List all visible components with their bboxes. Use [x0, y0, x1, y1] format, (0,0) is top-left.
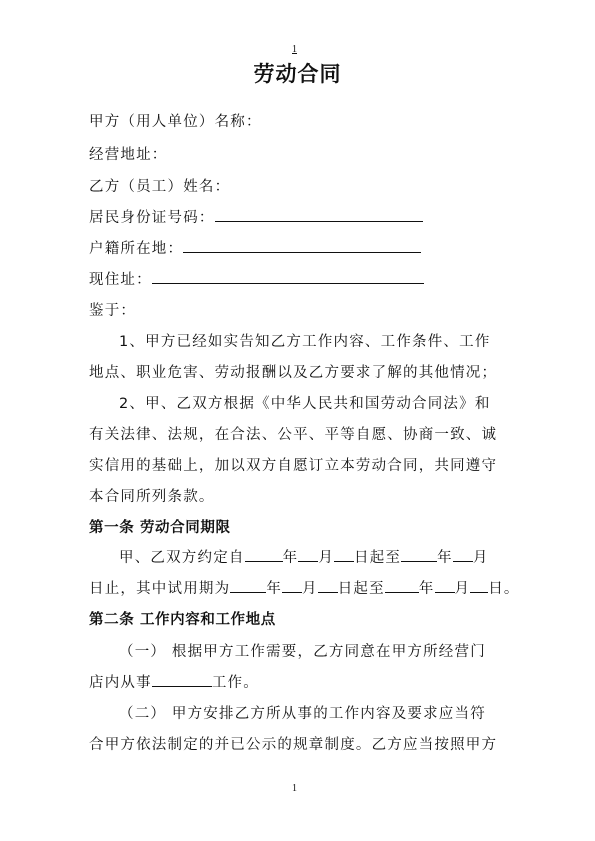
article-1-text-k: 年	[418, 581, 435, 597]
end-month-blank[interactable]	[453, 546, 473, 562]
article-1-text-g: 日止，其中试用期为	[89, 581, 231, 597]
article-1-text-e: 年	[437, 550, 453, 566]
article-2-para-1-line-2	[89, 671, 259, 692]
probation-start-day-blank[interactable]	[318, 577, 338, 593]
article-1-text-f: 月	[472, 550, 489, 566]
clause-2-line-2: 有关法律、法规，在合法、公平、平等自愿、协商一致、诚	[89, 427, 498, 443]
clause-1-line-2: 地点、职业危害、劳动报酬以及乙方要求了解的其他情况；	[89, 365, 498, 381]
article-1-heading: 第一条 劳动合同期限	[89, 520, 231, 536]
residence-field	[89, 268, 424, 289]
probation-start-year-blank[interactable]	[230, 577, 266, 593]
article-1-line-1	[119, 546, 489, 567]
article-1-text-b: 年	[282, 550, 299, 566]
article-2-text-a: 店内从事	[89, 675, 152, 691]
article-1-text-a: 甲、乙双方约定自	[119, 550, 245, 566]
clause-2-line-1: 2、甲、乙双方根据《中华人民共和国劳动合同法》和	[119, 396, 491, 412]
address-field	[89, 143, 168, 164]
article-1-text-l: 月	[454, 581, 471, 597]
article-1-text-j: 日起至	[337, 581, 385, 597]
household-blank[interactable]	[183, 237, 421, 253]
household-field	[89, 237, 421, 258]
party-a-label: 甲方（用人单位）名称：	[89, 114, 262, 130]
party-b-field	[89, 175, 230, 196]
article-1-text-m: 日。	[488, 581, 520, 597]
article-2-para-1-line-1: （一） 根据甲方工作需要，乙方同意在甲方所经营门	[119, 644, 486, 660]
page-number-top: 1	[292, 44, 297, 55]
party-b-label: 乙方（员工）姓名：	[89, 179, 231, 195]
document-title: 劳动合同	[253, 62, 342, 86]
clause-2-line-4: 本合同所列条款。	[89, 489, 215, 505]
start-day-blank[interactable]	[334, 546, 354, 562]
article-1-text-d: 日起至	[354, 550, 402, 566]
article-1-line-2	[89, 577, 520, 598]
article-2-text-b: 工作。	[211, 675, 259, 691]
start-year-blank[interactable]	[245, 546, 283, 562]
probation-end-year-blank[interactable]	[385, 577, 419, 593]
probation-start-month-blank[interactable]	[282, 577, 302, 593]
residence-blank[interactable]	[152, 268, 424, 284]
article-1-text-c: 月	[318, 550, 335, 566]
start-month-blank[interactable]	[298, 546, 318, 562]
clause-1-line-1: 1、甲方已经如实告知乙方工作内容、工作条件、工作	[119, 334, 491, 350]
article-2-para-2-line-1: （二） 甲方安排乙方所从事的工作内容及要求应当符	[119, 706, 486, 722]
article-1-text-i: 月	[302, 581, 318, 597]
address-label: 经营地址：	[89, 147, 168, 163]
party-a-field	[89, 110, 262, 131]
page-number-bottom: 1	[292, 783, 297, 794]
probation-end-month-blank[interactable]	[435, 577, 455, 593]
article-2-para-2-line-2: 合甲方依法制定的并已公示的规章制度。乙方应当按照甲方	[89, 737, 498, 753]
job-title-blank[interactable]	[152, 671, 212, 687]
end-year-blank[interactable]	[401, 546, 437, 562]
id-number-blank[interactable]	[215, 206, 423, 222]
article-1-text-h: 年	[266, 581, 283, 597]
article-2-heading: 第二条 工作内容和工作地点	[89, 612, 276, 628]
probation-end-day-blank[interactable]	[470, 577, 488, 593]
clause-2-line-3: 实信用的基础上，加以双方自愿订立本劳动合同，共同遵守	[89, 458, 498, 474]
household-label: 户籍所在地：	[89, 241, 184, 257]
residence-label: 现住址：	[89, 272, 152, 288]
whereas-heading: 鉴于：	[89, 303, 137, 319]
id-number-label: 居民身份证号码：	[89, 210, 215, 226]
id-number-field	[89, 206, 423, 227]
